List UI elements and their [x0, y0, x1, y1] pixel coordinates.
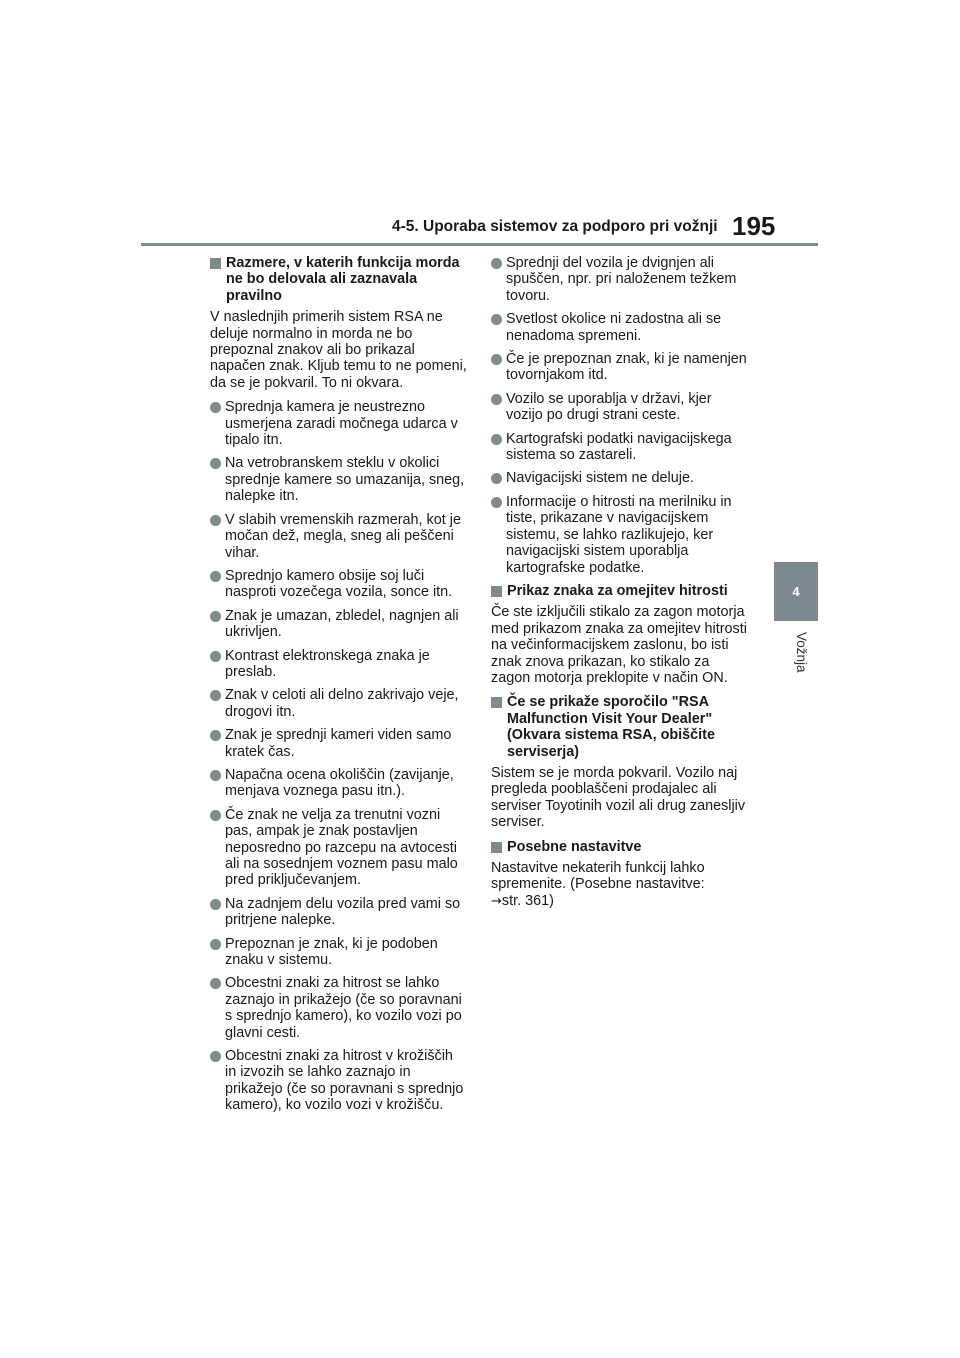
square-bullet-icon [210, 258, 221, 269]
left-column [210, 255, 468, 1121]
circle-bullet-icon [210, 458, 221, 469]
square-bullet-icon [491, 842, 502, 853]
list-item: Informacije o hitrosti na merilniku in tiste, prikazane v navigacijskem sistemu, se lahko razlikujejo, ker navigacijski sistem uporablja kartografske podatke. [491, 494, 749, 576]
list-item: Na vetrobranskem steklu v okolici sprednje kamere so umazanija, sneg, nalepke itn. [210, 455, 468, 504]
circle-bullet-icon [491, 354, 502, 365]
circle-bullet-icon [210, 978, 221, 989]
circle-bullet-icon [210, 810, 221, 821]
list-item: Kartografski podatki navigacijskega sistema so zastareli. [491, 431, 749, 464]
page-reference-link[interactable]: str. 361) [501, 892, 554, 909]
list-item: Če je prepoznan znak, ki je namenjen tovornjakom itd. [491, 351, 749, 384]
list-item: Sprednja kamera je neustrezno usmerjena zaradi močnega udarca v tipalo itn. [210, 399, 468, 448]
list-item: V slabih vremenskih razmerah, kot je močan dež, megla, sneg ali peščeni vihar. [210, 512, 468, 561]
list-item: Če znak ne velja za trenutni vozni pas, ampak je znak postavljen neposredno po razcepu na avtocesti ali na sosednjem voznem pasu malo pred priključevanjem. [210, 807, 468, 889]
section-title: 4-5. Uporaba sistemov za podporo pri vožnji [392, 218, 718, 235]
page-number: 195 [732, 211, 776, 241]
intro-paragraph: V naslednjih primerih sistem RSA ne deluje normalno in morda ne bo prepoznal znakov ali bo prikazal napačen znak. Kljub temu to ne pomeni, da se je pokvaril. To ni okvara. [210, 309, 467, 391]
section-paragraph: Nastavitve nekaterih funkcij lahko spremenite. (Posebne nastavitve: →str. 361) [491, 860, 705, 909]
list-item: Navigacijski sistem ne deluje. [491, 470, 749, 486]
chapter-tab [774, 562, 818, 621]
circle-bullet-icon [491, 258, 502, 269]
circle-bullet-icon [210, 770, 221, 781]
section-heading: Prikaz znaka za omejitev hitrosti [491, 583, 749, 599]
circle-bullet-icon [491, 314, 502, 325]
circle-bullet-icon [210, 651, 221, 662]
circle-bullet-icon [491, 394, 502, 405]
section-heading: Če se prikaže sporočilo "RSA Malfunction Visit Your Dealer" (Okvara sistema RSA, obiščite serviserja) [491, 694, 749, 760]
chapter-number: 4 [792, 584, 800, 599]
list-item: Znak v celoti ali delno zakrivajo veje, drogovi itn. [210, 687, 468, 720]
square-bullet-icon [491, 697, 502, 708]
list-item: Kontrast elektronskega znaka je preslab. [210, 648, 468, 681]
circle-bullet-icon [210, 571, 221, 582]
section-paragraph: Sistem se je morda pokvaril. Vozilo naj pregleda pooblaščeni prodajalec ali serviser Toyotinih vozil ali drug zanesljiv serviser. [491, 764, 746, 831]
circle-bullet-icon [491, 497, 502, 508]
list-item: Obcestni znaki za hitrost v krožiščih in izvozih se lahko zaznajo in prikažejo (če so poravnani s sprednjo kamero), ko vozilo vozi v krožišču. [210, 1048, 468, 1114]
list-item: Znak je umazan, zbledel, nagnjen ali ukrivljen. [210, 608, 468, 641]
section-heading: Posebne nastavitve [491, 839, 749, 855]
circle-bullet-icon [210, 730, 221, 741]
circle-bullet-icon [210, 1051, 221, 1062]
circle-bullet-icon [210, 899, 221, 910]
circle-bullet-icon [491, 473, 502, 484]
list-item: Svetlost okolice ni zadostna ali se nenadoma spremeni. [491, 311, 749, 344]
circle-bullet-icon [491, 434, 502, 445]
list-item: Na zadnjem delu vozila pred vami so pritrjene nalepke. [210, 896, 468, 929]
circle-bullet-icon [210, 690, 221, 701]
list-item: Napačna ocena okoliščin (zavijanje, menjava voznega pasu itn.). [210, 767, 468, 800]
header-rule [141, 243, 818, 246]
list-item: Vozilo se uporablja v državi, kjer vozijo po drugi strani ceste. [491, 391, 749, 424]
circle-bullet-icon [210, 939, 221, 950]
list-item: Sprednji del vozila je dvignjen ali spuščen, npr. pri naloženem težkem tovoru. [491, 255, 749, 304]
right-column [491, 255, 749, 918]
list-item: Sprednjo kamero obsije soj luči nasproti vozečega vozila, sonce itn. [210, 568, 468, 601]
reference-arrow-icon: → [491, 893, 502, 909]
square-bullet-icon [491, 586, 502, 597]
circle-bullet-icon [210, 611, 221, 622]
list-item: Znak je sprednji kameri viden samo kratek čas. [210, 727, 468, 760]
section-heading: Razmere, v katerih funkcija morda ne bo delovala ali zaznavala pravilno [210, 255, 468, 304]
circle-bullet-icon [210, 402, 221, 413]
circle-bullet-icon [210, 515, 221, 526]
section-paragraph: Če ste izključili stikalo za zagon motorja med prikazom znaka za omejitev hitrosti na večinformacijskem zaslonu, bo isti znak znova prikazan, ko stikalo za zagon motorja preklopite v način ON. [491, 604, 747, 686]
list-item: Prepoznan je znak, ki je podoben znaku v sistemu. [210, 936, 468, 969]
list-item: Obcestni znaki za hitrost se lahko zaznajo in prikažejo (če so poravnani s sprednjo kamero), ko vozilo vozi po glavni cesti. [210, 975, 468, 1041]
chapter-label: Vožnja [794, 632, 809, 673]
